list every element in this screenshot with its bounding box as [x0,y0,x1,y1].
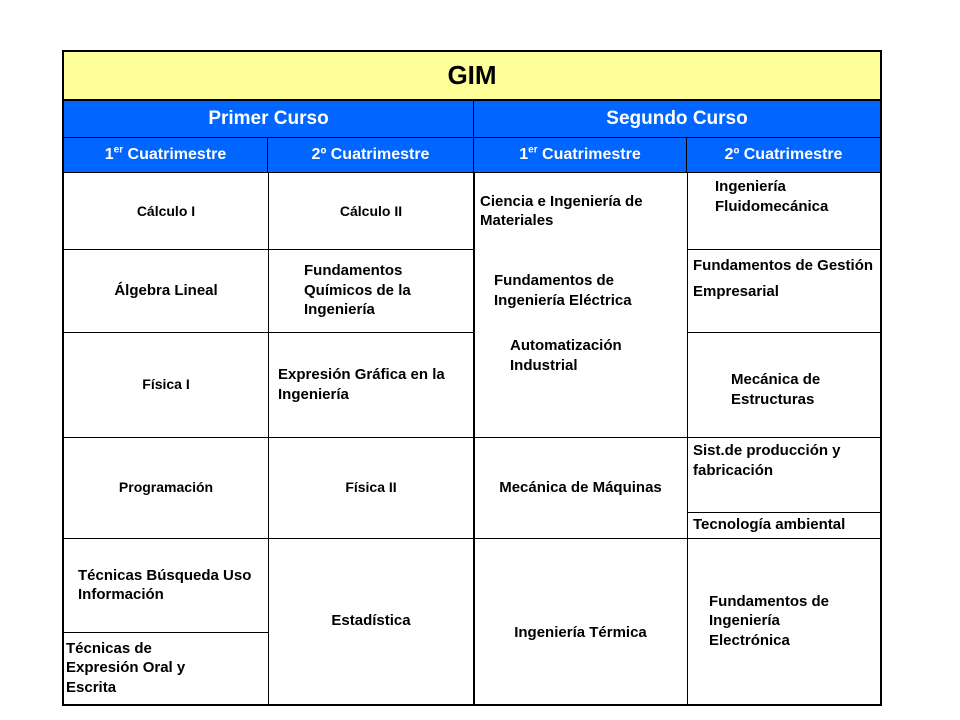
subject-cell [474,538,687,704]
semester-header-y1s2 [268,137,474,173]
subject-cell [64,173,268,249]
course-header-second-label: Segundo Curso [606,107,748,129]
table-title [62,50,882,101]
subject-cell [474,332,687,437]
subject-cell [268,173,474,249]
course-header-second [474,101,880,137]
border-left [62,50,64,706]
subject-label: Cálculo II [339,202,403,219]
divider [64,249,474,250]
subject-cell [687,512,880,538]
subject-cell [268,538,474,704]
subject-label: Física I [142,376,190,393]
subject-label: Mecánica de Estructuras [731,371,821,408]
divider [687,173,688,704]
subject-cell [64,632,268,704]
subject-label: Ingeniería Térmica [514,624,647,642]
divider [687,512,880,513]
subject-cell [64,249,268,332]
border-bottom [62,704,882,706]
divider [64,538,474,539]
semester-label: 1er Cuatrimestre [519,144,641,164]
subject-cell [687,173,880,249]
subject-label: Técnicas de Expresión Oral y Escrita [66,639,186,696]
semester-label: 1er Cuatrimestre [104,144,227,164]
subject-cell [474,437,687,538]
divider [474,437,687,438]
subject-label: Fundamentos Químicos de la Ingeniería [304,262,411,319]
semester-header-y1s1 [64,137,268,173]
subject-cell [687,538,880,704]
subject-cell [687,332,880,437]
course-header-first-label: Primer Curso [208,107,329,129]
semester-label: 2º Cuatrimestre [311,146,430,164]
subject-cell [64,538,268,632]
subject-cell [64,332,268,437]
semester-label: 2º Cuatrimestre [724,146,843,164]
subject-label: Física II [345,479,397,496]
subject-label: Fundamentos de Ingeniería Electrónica [709,592,830,649]
subject-cell [268,249,474,332]
divider [687,332,880,333]
semester-header-y2s1 [474,137,687,173]
subject-label: Álgebra Lineal [114,281,218,299]
divider [687,437,880,438]
subject-label: Cálculo I [136,202,196,219]
divider [687,249,880,250]
subject-label: Fundamentos de Gestión Empresarial [693,257,874,301]
divider [474,538,880,539]
subject-cell [687,437,880,512]
divider [473,173,475,704]
subject-label: Sist.de producción y fabricación [693,442,841,479]
divider [64,332,474,333]
subject-cell [268,332,474,437]
table-title-text: GIM [447,59,497,90]
subject-label: Automatización Industrial [510,337,622,374]
divider [64,437,474,438]
subject-label: Programación [118,479,214,496]
subject-label: Estadística [331,612,411,630]
border-right [880,50,882,706]
subject-label: Ingeniería Fluidomecánica [715,178,829,215]
subject-cell [268,437,474,538]
divider [64,632,268,633]
subject-cell [687,249,880,332]
subject-label: Expresión Gráfica en la Ingeniería [278,366,445,403]
semester-header-y2s2 [687,137,880,173]
subject-label: Tecnología ambiental [693,516,846,534]
subject-label: Mecánica de Máquinas [499,478,662,496]
subject-label: Fundamentos de Ingeniería Eléctrica [494,272,632,309]
subject-cell [64,437,268,538]
subject-cell [474,173,687,249]
divider [64,172,880,173]
course-header-first [64,101,474,137]
subject-label: Ciencia e Ingeniería de Materiales [480,192,643,229]
divider [268,173,269,704]
subject-cell [474,249,687,332]
subject-label: Técnicas Búsqueda Uso Información [78,566,252,603]
